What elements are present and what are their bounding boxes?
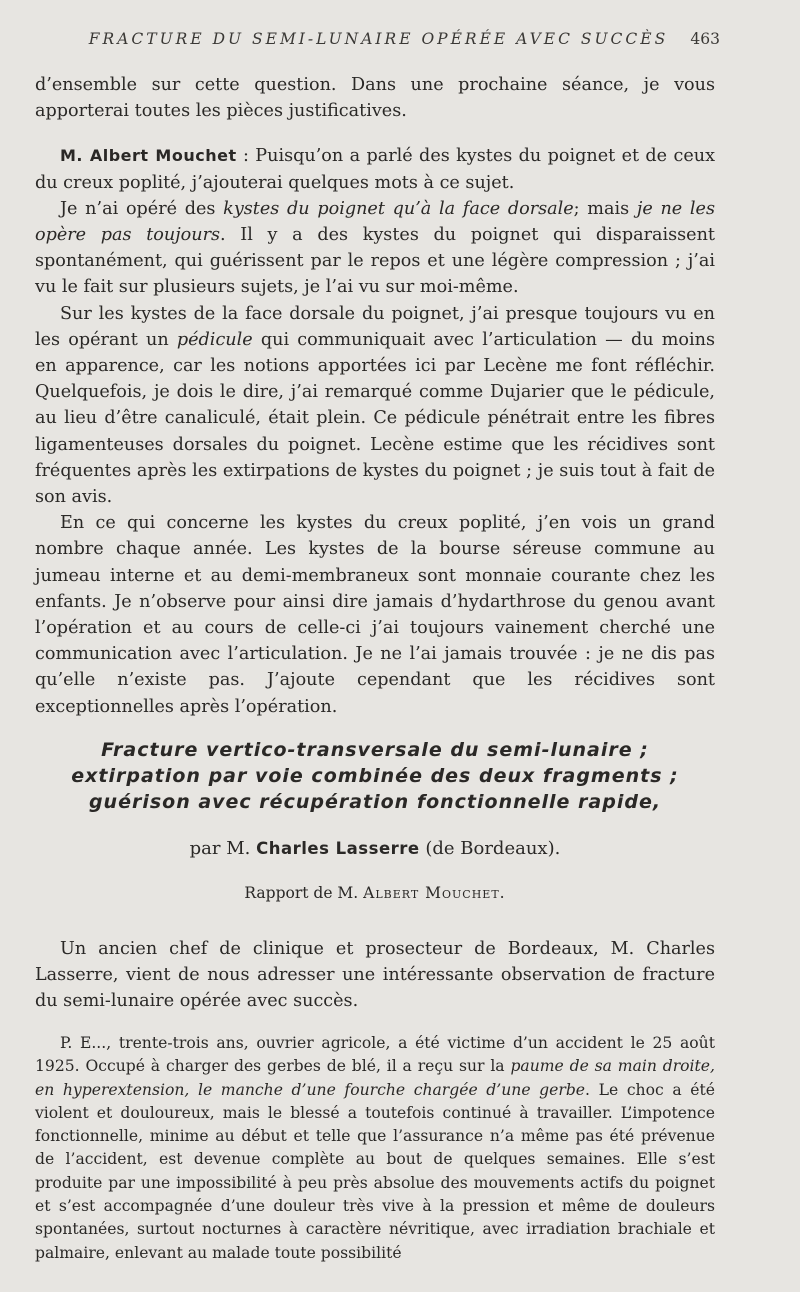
- italic-run: paume de sa main droite, en hyperextension, le manche d’une fourche chargée d’une gerbe: [35, 1057, 715, 1099]
- intro-paragraph: Un ancien chef de clinique et prosecteur de Bordeaux, M. Charles Lasserre, vient de nous adresser une intéressante observation de fracture du semi-lunaire opérée avec succès.: [35, 939, 715, 1012]
- report-line: [35, 884, 715, 902]
- italic-run: pédicule: [176, 329, 253, 350]
- author-byline: [35, 838, 715, 859]
- article-title: [35, 737, 715, 815]
- italic-run: kystes du poignet qu’à la face dorsale: [223, 198, 574, 219]
- speaker-text: : Puisqu’on a parlé des kystes du poignet et de ceux du creux poplité, j’ajouterai quelques mots à ce sujet.: [35, 146, 715, 193]
- article-body: [35, 936, 715, 1015]
- report-prefix: Rapport de M.: [244, 884, 364, 902]
- text-run: qui communiquait avec l’articulation — du moins en apparence, car les notions apportées ici par Lecène me font réfléchir. Quelquefois, je dois le dire, j’ai remarqué comme Dujarier que le pédicule, au lieu d’être canaliculé, était plein. Ce pédicule pénétrait entre les fibres ligamenteuses dorsales du poignet. Lecène estime que les récidives sont fréquentes après les extirpations de kystes du poignet ; je suis tout à fait de son avis.: [35, 329, 715, 508]
- continuation-paragraph: d’ensemble sur cette question. Dans une prochaine séance, je vous apporterai toutes les pièces justificatives.: [35, 75, 715, 122]
- case-paragraph: [35, 1032, 715, 1265]
- author-name: Charles Lasserre: [256, 839, 420, 858]
- case-report: [35, 1032, 715, 1265]
- text-run: Sur les kystes de la face dorsale du poignet, j’ai presque toujours vu en les opérant un: [35, 303, 715, 350]
- discussion-section: [35, 72, 715, 720]
- paragraph-dorsal-cysts: [35, 301, 715, 511]
- title-line: guérison avec récupération fonctionnelle rapide,: [88, 791, 662, 813]
- reporter-name: Albert Mouchet.: [363, 884, 506, 902]
- text-run: ; mais: [573, 198, 637, 219]
- page-number: 463: [690, 30, 720, 48]
- title-line: extirpation par voie combinée des deux fragments ;: [71, 765, 679, 787]
- byline-suffix: (de Bordeaux).: [419, 838, 561, 859]
- speaker-paragraph: [35, 143, 715, 195]
- title-line: Fracture vertico-transversale du semi-lunaire ;: [101, 739, 649, 761]
- italic-run: je ne les opère pas toujours: [35, 198, 715, 246]
- text-run: Je n’ai opéré des: [60, 198, 224, 219]
- text-run: . Le choc a été violent et douloureux, mais le blessé a toutefois continué à travailler. L’impotence fonctionnelle, minime au début et telle que l’assurance n’a même pas été prévenue de l’accident, est devenue complète au bout de quelques semaines. Elle s’est produite par une impossibilité à peu près absolue des mouvements actifs du poignet et s’est accompagnée d’une douleur très vive à la pression et même de douleurs spontanées, surtout nocturnes à caractère névritique, avec irradiation brachiale et palmaire, enlevant au malade toute possibilité: [35, 1080, 715, 1262]
- paragraph-wrist-cysts: [35, 196, 715, 301]
- text-run: . Il y a des kystes du poignet qui disparaissent spontanément, qui guérissent par le repos et une légère compression ; j’ai vu le fait sur plusieurs sujets, je l’ai vu sur moi-même.: [35, 225, 715, 298]
- speaker-name: M. Albert Mouchet: [60, 146, 237, 166]
- paragraph-popliteal-cysts: En ce qui concerne les kystes du creux poplité, j’en vois un grand nombre chaque année. Les kystes de la bourse séreuse commune au jumeau interne et au demi-membraneux sont monnaie courante chez les enfants. Je n’observe pour ainsi dire jamais d’hydarthrose du genou avant l’opération et au cours de celle-ci j’ai toujours vainement cherché une communication avec l’articulation. Je ne l’ai jamais trouvée : je ne dis pas qu’elle n’existe pas. J’ajoute cependant que les récidives sont exceptionnelles après l’opération.: [35, 513, 715, 717]
- text-run: P. E..., trente-trois ans, ouvrier agricole, a été victime d’un accident le 25 août 1925. Occupé à charger des gerbes de blé, il a reçu sur la: [35, 1034, 715, 1076]
- byline-prefix: par M.: [189, 838, 257, 859]
- running-title: FRACTURE DU SEMI-LUNAIRE OPÉRÉE AVEC SUCCÈS: [88, 30, 669, 48]
